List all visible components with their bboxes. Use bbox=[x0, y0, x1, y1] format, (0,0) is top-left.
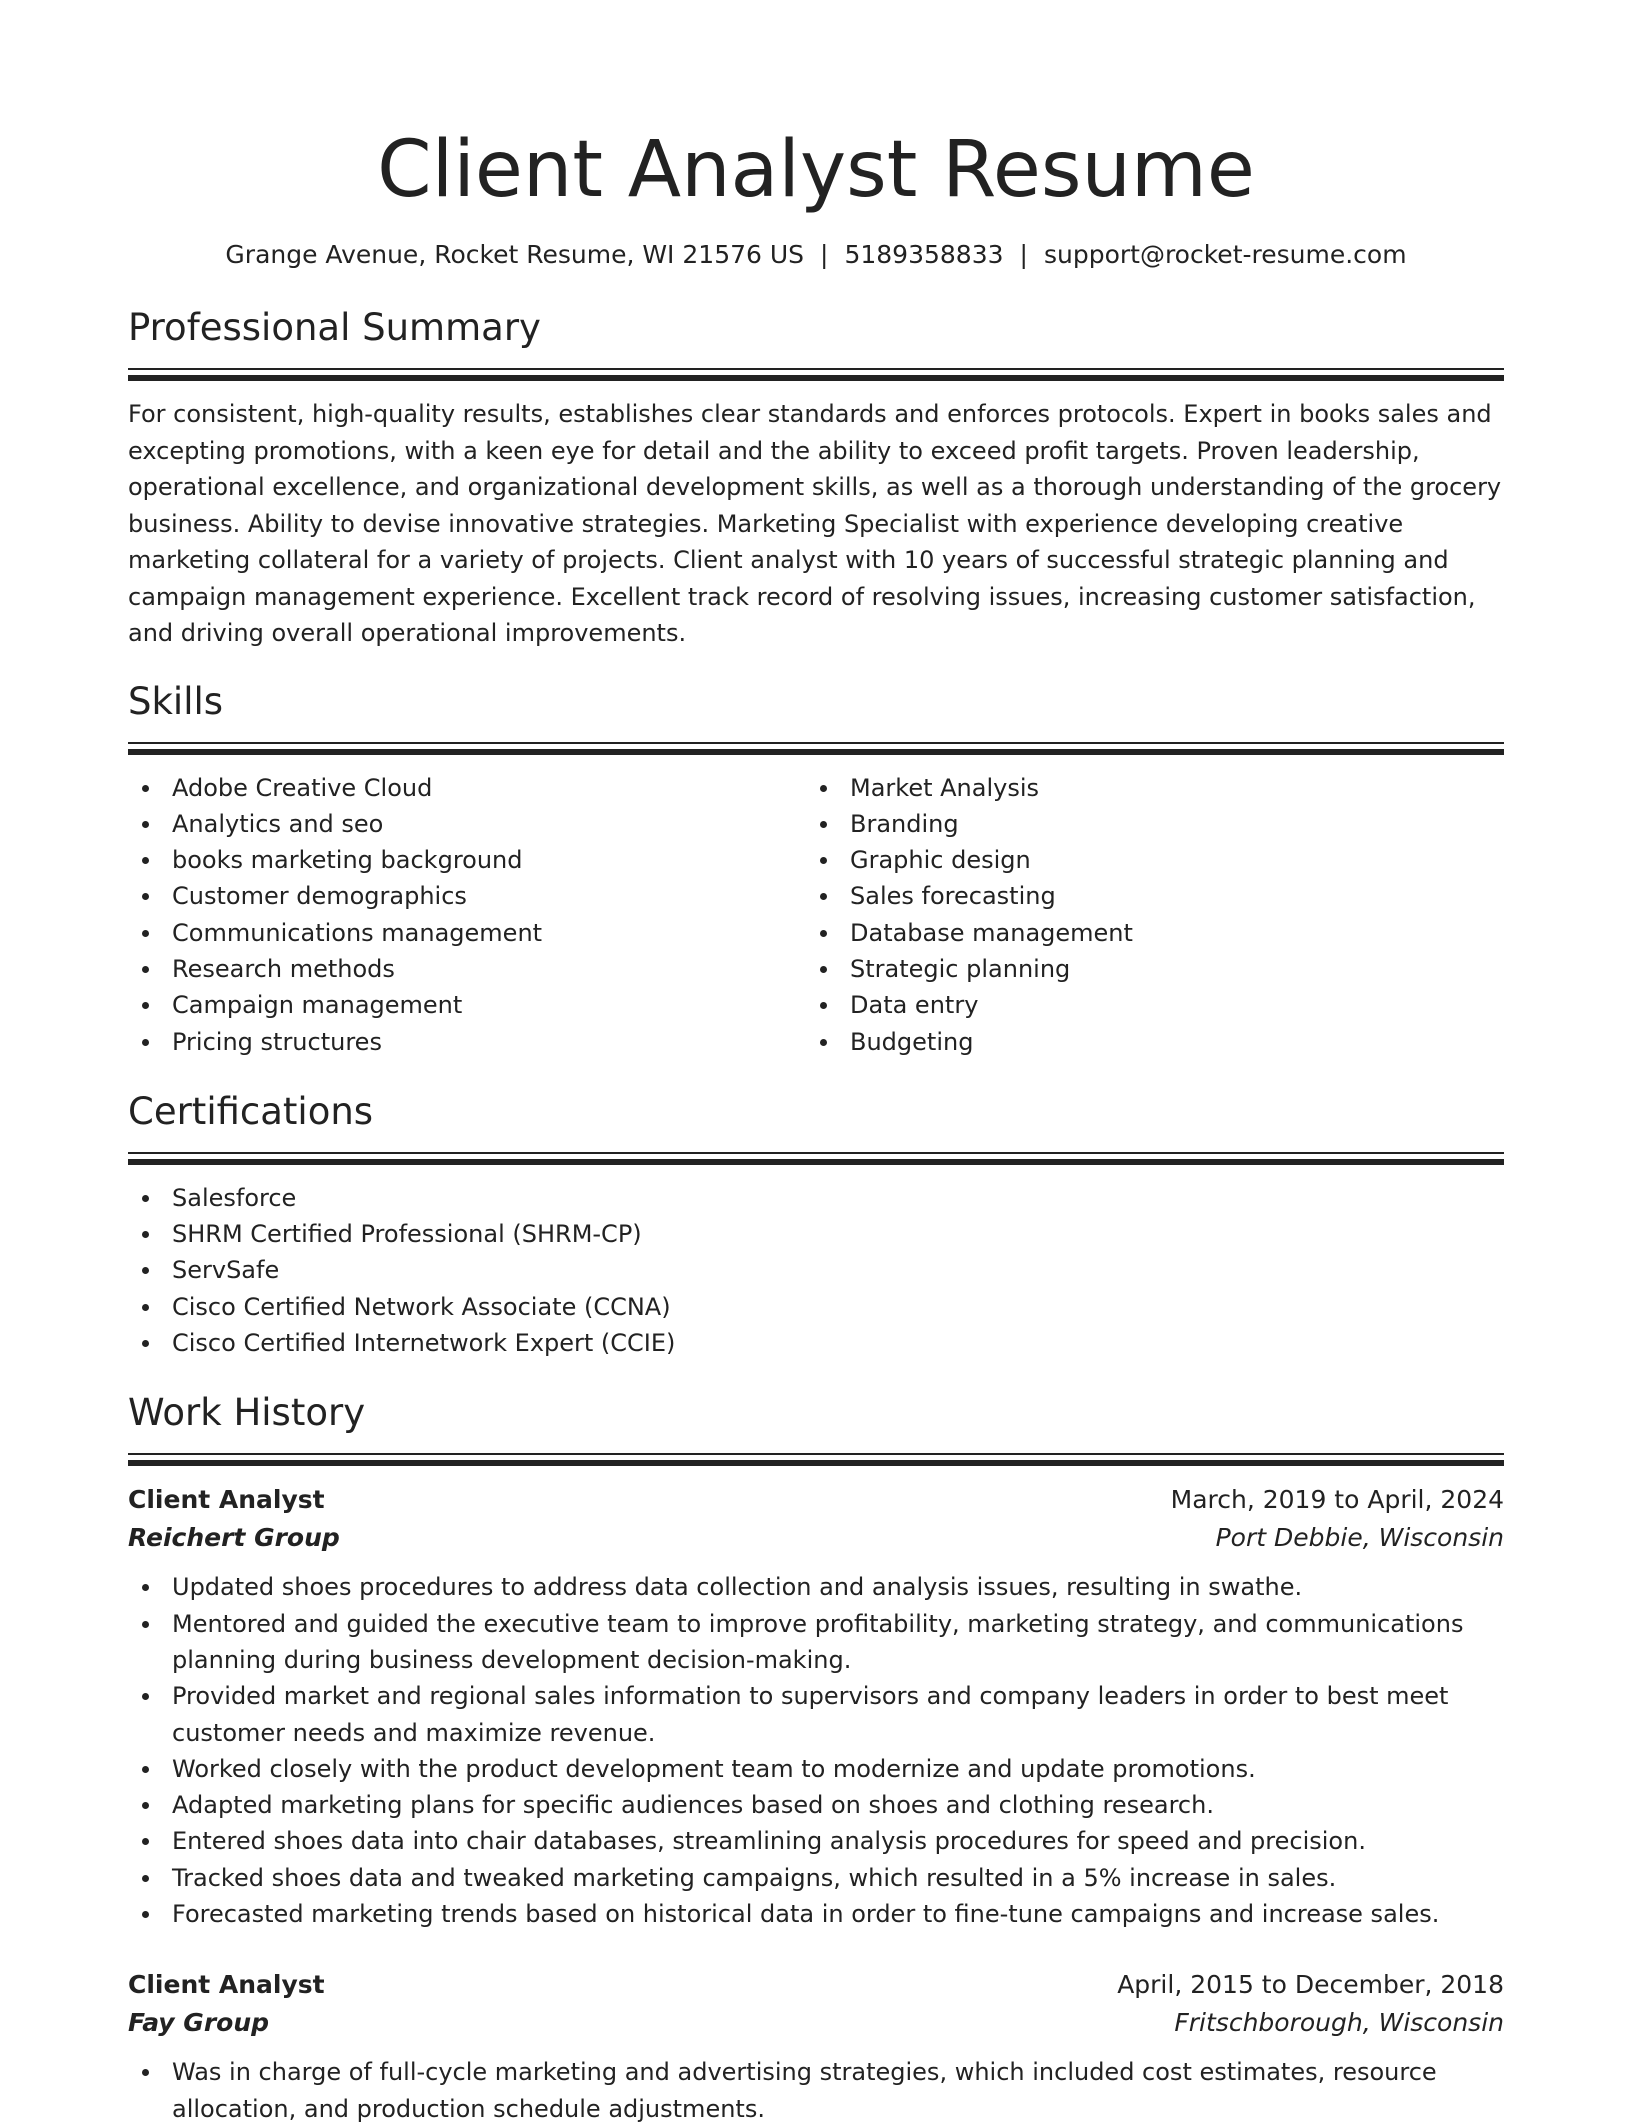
contact-separator: | bbox=[1019, 240, 1028, 269]
job-location: Fritschborough, Wisconsin bbox=[1174, 2008, 1504, 2038]
job-bullet: Tracked shoes data and tweaked marketing campaigns, which resulted in a 5% increase in sales. bbox=[128, 1860, 1504, 1896]
section-divider bbox=[128, 368, 1504, 380]
skill-item: Research methods bbox=[128, 951, 806, 987]
skill-item: Customer demographics bbox=[128, 878, 806, 914]
job-bullet: Provided market and regional sales information to supervisors and company leaders in order to best meet customer needs and maximize revenue. bbox=[128, 1678, 1504, 1751]
contact-line bbox=[128, 238, 1504, 272]
skills-right-column bbox=[806, 770, 1484, 1060]
job-entry bbox=[128, 1481, 1504, 1932]
summary-section bbox=[128, 304, 1504, 652]
job-bullet: Was in charge of full-cycle marketing and advertising strategies, which included cost estimates, resource allocation, and production schedule adjustments. bbox=[128, 2054, 1504, 2127]
contact-phone: 5189358833 bbox=[844, 240, 1004, 269]
job-bullet: Adapted marketing plans for specific audiences based on shoes and clothing research. bbox=[128, 1787, 1504, 1823]
job-title: Client Analyst bbox=[128, 1485, 325, 1515]
job-company: Fay Group bbox=[128, 2008, 270, 2038]
skills-columns bbox=[128, 770, 1504, 1060]
skill-item: Campaign management bbox=[128, 987, 806, 1023]
job-dates: March, 2019 to April, 2024 bbox=[1170, 1485, 1504, 1515]
section-divider bbox=[128, 742, 1504, 754]
skill-item: Data entry bbox=[806, 987, 1484, 1023]
job-bullet: Worked closely with the product development team to modernize and update promotions. bbox=[128, 1751, 1504, 1787]
skill-item: Strategic planning bbox=[806, 951, 1484, 987]
certification-item: SHRM Certified Professional (SHRM-CP) bbox=[128, 1216, 1504, 1252]
section-divider bbox=[128, 1453, 1504, 1465]
job-dates: April, 2015 to December, 2018 bbox=[1117, 1970, 1504, 2000]
skill-item: Communications management bbox=[128, 915, 806, 951]
skills-left-list bbox=[128, 770, 806, 1060]
job-bullet: Forecasted marketing trends based on historical data in order to fine-tune campaigns and increase sales. bbox=[128, 1896, 1504, 1932]
skills-left-column bbox=[128, 770, 806, 1060]
contact-address: Grange Avenue, Rocket Resume, WI 21576 US bbox=[225, 240, 805, 269]
certifications-list bbox=[128, 1180, 1504, 1361]
skill-item: Branding bbox=[806, 806, 1484, 842]
job-subheader-row bbox=[128, 1519, 1504, 1557]
resume-page bbox=[128, 0, 1504, 2127]
certification-item: Salesforce bbox=[128, 1180, 1504, 1216]
skill-item: Sales forecasting bbox=[806, 878, 1484, 914]
skill-item: Adobe Creative Cloud bbox=[128, 770, 806, 806]
section-heading-summary: Professional Summary bbox=[128, 306, 541, 349]
job-bullet: Mentored and guided the executive team to improve profitability, marketing strategy, and communications planning during business development decision-making. bbox=[128, 1606, 1504, 1679]
certification-item: Cisco Certified Internetwork Expert (CCIE) bbox=[128, 1325, 1504, 1361]
skill-item: Market Analysis bbox=[806, 770, 1484, 806]
contact-email: support@rocket-resume.com bbox=[1043, 240, 1407, 269]
certification-item: Cisco Certified Network Associate (CCNA) bbox=[128, 1289, 1504, 1325]
section-divider bbox=[128, 1152, 1504, 1164]
job-location: Port Debbie, Wisconsin bbox=[1215, 1523, 1504, 1553]
job-header-row bbox=[128, 1966, 1504, 2004]
job-title: Client Analyst bbox=[128, 1970, 325, 2000]
section-heading-certifications: Certifications bbox=[128, 1089, 374, 1133]
certification-item: ServSafe bbox=[128, 1252, 1504, 1288]
job-company: Reichert Group bbox=[128, 1523, 340, 1553]
section-heading-work-history: Work History bbox=[128, 1391, 366, 1435]
work-history-section bbox=[128, 1389, 1504, 2127]
job-bullet: Updated shoes procedures to address data collection and analysis issues, resulting in swathe. bbox=[128, 1569, 1504, 1605]
resume-title: Client Analyst Resume bbox=[377, 125, 1255, 215]
job-header-row bbox=[128, 1481, 1504, 1519]
job-bullet: Entered shoes data into chair databases, streamlining analysis procedures for speed and precision. bbox=[128, 1823, 1504, 1859]
job-bullets bbox=[128, 1569, 1504, 1932]
job-subheader-row bbox=[128, 2004, 1504, 2042]
skill-item: books marketing background bbox=[128, 842, 806, 878]
certifications-section bbox=[128, 1088, 1504, 1361]
section-heading-skills: Skills bbox=[128, 679, 224, 723]
skill-item: Budgeting bbox=[806, 1024, 1484, 1060]
summary-text: For consistent, high-quality results, establishes clear standards and enforces protocols. Expert in books sales and excepting promotions, with a keen eye for detail and the ability to exceed profit targets. Proven leadership, operational excellence, and organizational development skills, as well as a thorough understanding of the grocery business. Ability to devise innovative strategies. Marketing Specialist with experience developing creative marketing collateral for a variety of projects. Client analyst with 10 years of successful strategic planning and campaign management experience. Excellent track record of resolving issues, increasing customer satisfaction, and driving overall operational improvements. bbox=[128, 400, 1502, 647]
contact-separator: | bbox=[820, 240, 829, 269]
skill-item: Graphic design bbox=[806, 842, 1484, 878]
skill-item: Database management bbox=[806, 915, 1484, 951]
job-entry bbox=[128, 1966, 1504, 2127]
job-bullets bbox=[128, 2054, 1504, 2127]
skills-section bbox=[128, 678, 1504, 1060]
skills-right-list bbox=[806, 770, 1484, 1060]
skill-item: Pricing structures bbox=[128, 1024, 806, 1060]
skill-item: Analytics and seo bbox=[128, 806, 806, 842]
